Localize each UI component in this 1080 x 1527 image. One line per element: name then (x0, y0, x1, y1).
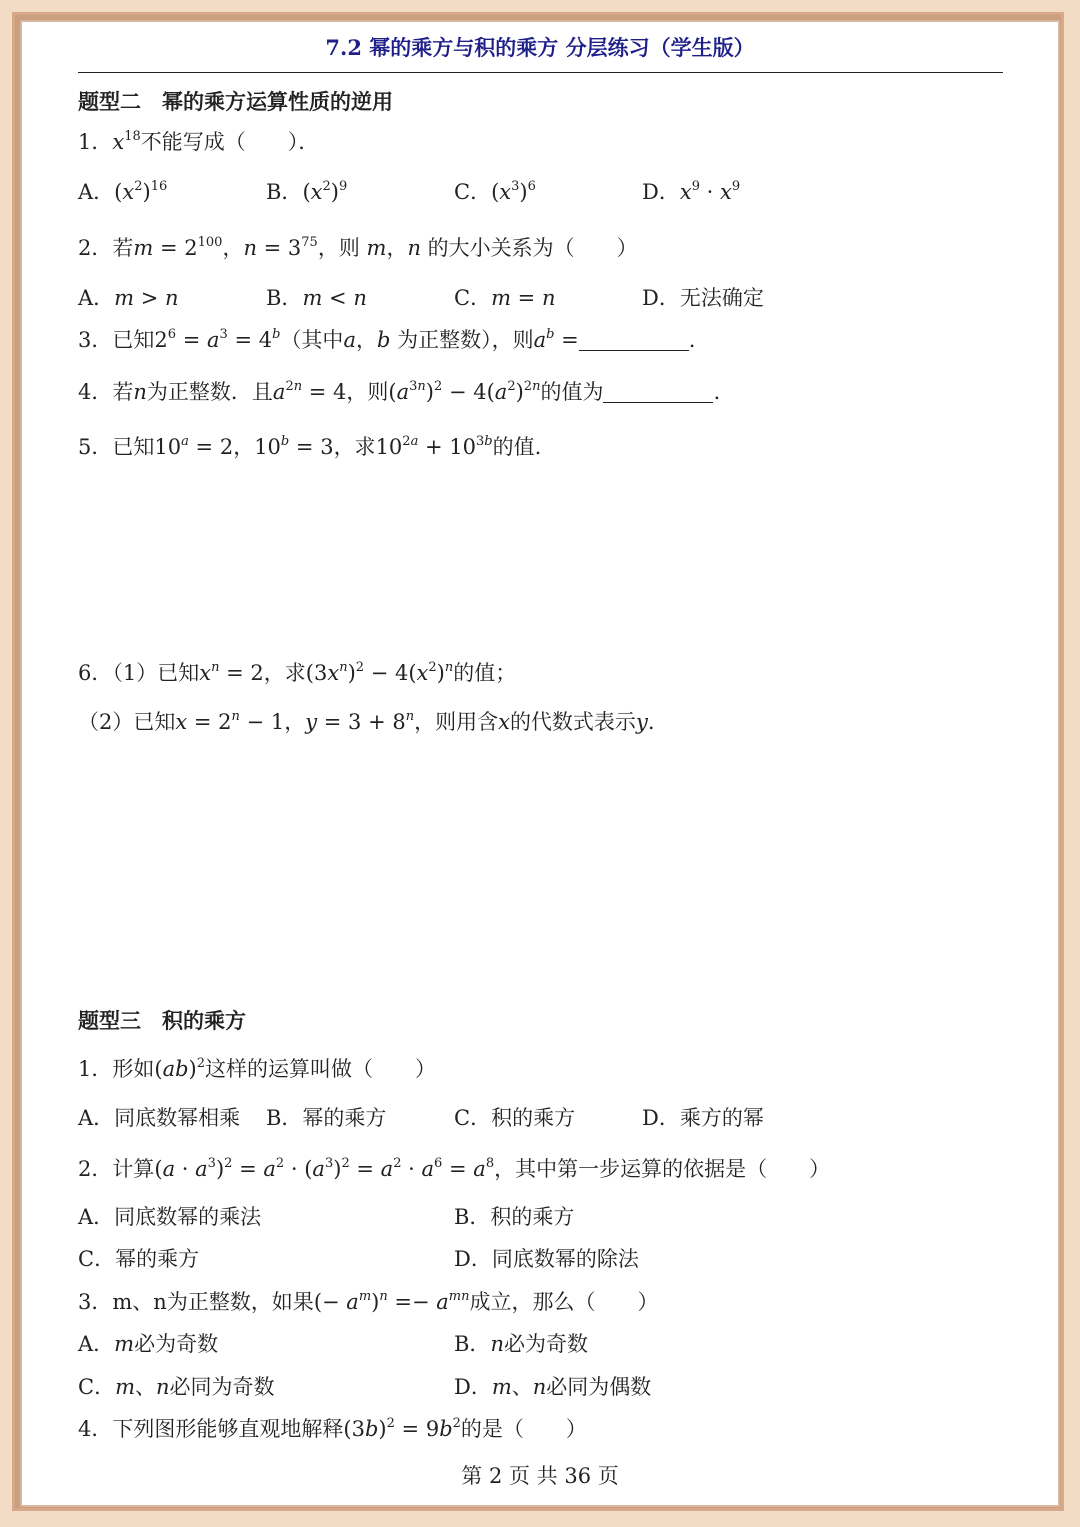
s2-q2: 2．若$m = 2^{100}$，$n = 3^{75}$，则 m，n 的大小关系为（ ） (78, 235, 638, 260)
s3-q1-option-b: B．幂的乘方 (266, 1106, 387, 1130)
s2-q3: 3．已知$2^6 = a^3 = 4^b$（其中a，b 为正整数），则$a^b$ = . (78, 327, 696, 352)
s2-q6-part2: （2）已知$x = 2^n - 1$，$y = 3 + 8^n$，则用含x的代数式表示y. (78, 709, 655, 734)
s3-q3: 3．m、n为正整数，如果(− $a^m)^n =- a^{mn}$成立，那么（ ） (78, 1289, 659, 1314)
s3-q1-option-d: D．乘方的幂 (642, 1106, 764, 1130)
answer-blank[interactable] (603, 382, 713, 403)
answer-blank[interactable] (579, 330, 689, 351)
s2-q4: 4．若n为正整数．且$a^{2n} = 4$，则$(a^{3n})^2 - 4(a^2)^{2n}$的值为 . (78, 379, 721, 404)
s2-q1-option-d: D．$x^9 \cdot x^9$ (642, 179, 741, 204)
section-3-title: 题型三 积的乘方 (78, 1008, 246, 1033)
s3-q2-option-c: C．幂的乘方 (78, 1247, 200, 1271)
s3-q2-option-a: A．同底数幂的乘法 (78, 1205, 262, 1229)
section-2-title: 题型二 幂的乘方运算性质的逆用 (78, 89, 393, 114)
s3-q3-option-b: B．n必为奇数 (454, 1332, 588, 1356)
s2-q1: 1．$x^{18}$不能写成（ ）． (78, 129, 320, 154)
s2-q1-option-c: C．$(x^3)^6$ (454, 179, 536, 204)
s3-q1: 1．形如(ab)$^2$这样的运算叫做（ ） (78, 1056, 437, 1081)
header-divider (78, 72, 1003, 73)
s3-q3-option-a: A．m必为奇数 (78, 1332, 219, 1356)
s2-q6-part1: 6．（1）已知$x^n = 2$，求$(3x^n)^2 - 4(x^2)^n$的值； (78, 660, 517, 685)
page-number: 第 2 页 共 36 页 (461, 1464, 619, 1488)
s3-q2-option-b: B．积的乘方 (454, 1205, 575, 1229)
s2-q2-option-b: B．m < n (266, 286, 367, 310)
s2-q5: 5．已知$10^a = 2$，$10^b = 3$，求$10^{2a} + 10^{3b}$的值. (78, 434, 542, 459)
s2-q1-number: 1． (78, 130, 113, 154)
s3-q2-option-d: D．同底数幂的除法 (454, 1247, 639, 1271)
s3-q2: 2．计算$(a \cdot a^3)^2 = a^2 \cdot (a^3)^2 = a^2 \cdot a^6 = a^8$，其中第一步运算的依据是（ ） (78, 1156, 831, 1181)
s3-q3-option-c: C．m、n必同为奇数 (78, 1375, 275, 1399)
page-title: 7.2 幂的乘方与积的乘方 分层练习（学生版） (325, 35, 755, 60)
s2-q2-option-a: A．m > n (78, 286, 179, 310)
s3-q3-option-d: D．m、n必同为偶数 (454, 1375, 652, 1399)
s2-q2-option-d: D．无法确定 (642, 286, 764, 310)
s3-q4: 4．下列图形能够直观地解释$(3b)^2 = 9b^2$的是（ ） (78, 1416, 587, 1441)
s3-q1-option-c: C．积的乘方 (454, 1106, 576, 1130)
s3-q1-option-a: A．同底数幂相乘 (78, 1106, 241, 1130)
s2-q1-option-a: A．$(x^2)^{16}$ (78, 179, 168, 204)
s2-q1-text: 不能写成（ ）． (140, 130, 320, 154)
s2-q1-option-b: B．$(x^2)^9$ (266, 179, 348, 204)
s2-q2-option-c: C．m = n (454, 286, 556, 310)
